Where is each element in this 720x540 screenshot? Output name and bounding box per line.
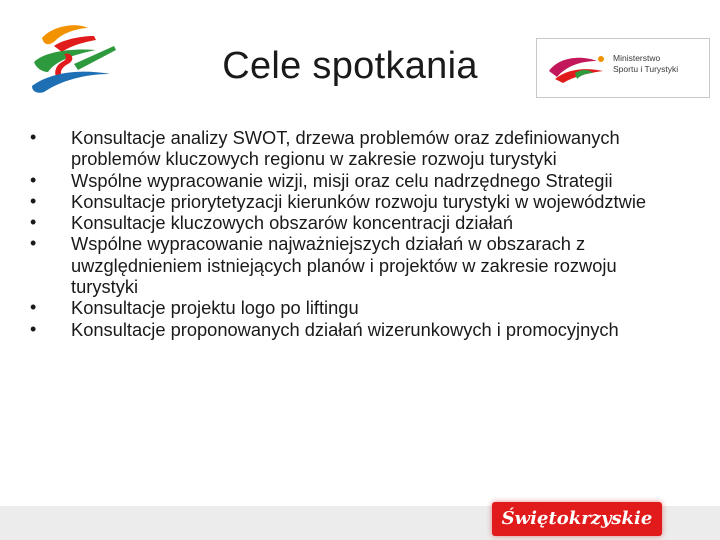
ministry-name-line2: Sportu i Turystyki	[613, 64, 679, 74]
bullet-item: • Konsultacje projektu logo po liftingu	[30, 297, 680, 318]
ministry-name	[613, 53, 709, 75]
ministry-logo	[536, 38, 710, 98]
bullet-item: • Wspólne wypracowanie wizji, misji oraz celu nadrzędnego Strategii	[30, 170, 680, 191]
logo-red-stroke	[54, 36, 96, 52]
footer-brand-text: Świętokrzyskie	[501, 508, 653, 529]
slide-title: Cele spotkania	[222, 45, 478, 87]
bullet-item: • Konsultacje kluczowych obszarów koncentracji działań	[30, 212, 680, 233]
bullet-item: • Konsultacje analizy SWOT, drzewa problemów oraz zdefiniowanych problemów kluczowych regionu w zakresie rozwoju turystyki	[30, 127, 680, 170]
ministry-name-line1: Ministerstwo	[613, 53, 661, 63]
logo-blue-swoosh	[32, 72, 110, 93]
bullet-item: • Konsultacje priorytetyzacji kierunków rozwoju turystyki w województwie	[30, 191, 680, 212]
bullet-list	[30, 127, 680, 340]
footer-brand-logo	[492, 496, 662, 540]
ministry-emblem-icon	[545, 51, 609, 85]
bullet-item: • Konsultacje proponowanych działań wizerunkowych i promocyjnych	[30, 319, 680, 340]
bullet-item: • Wspólne wypracowanie najważniejszych działań w obszarach z uwzględnieniem istniejących planów i projektów w zakresie rozwoju turystyki	[30, 233, 680, 297]
regional-logo	[14, 16, 120, 98]
